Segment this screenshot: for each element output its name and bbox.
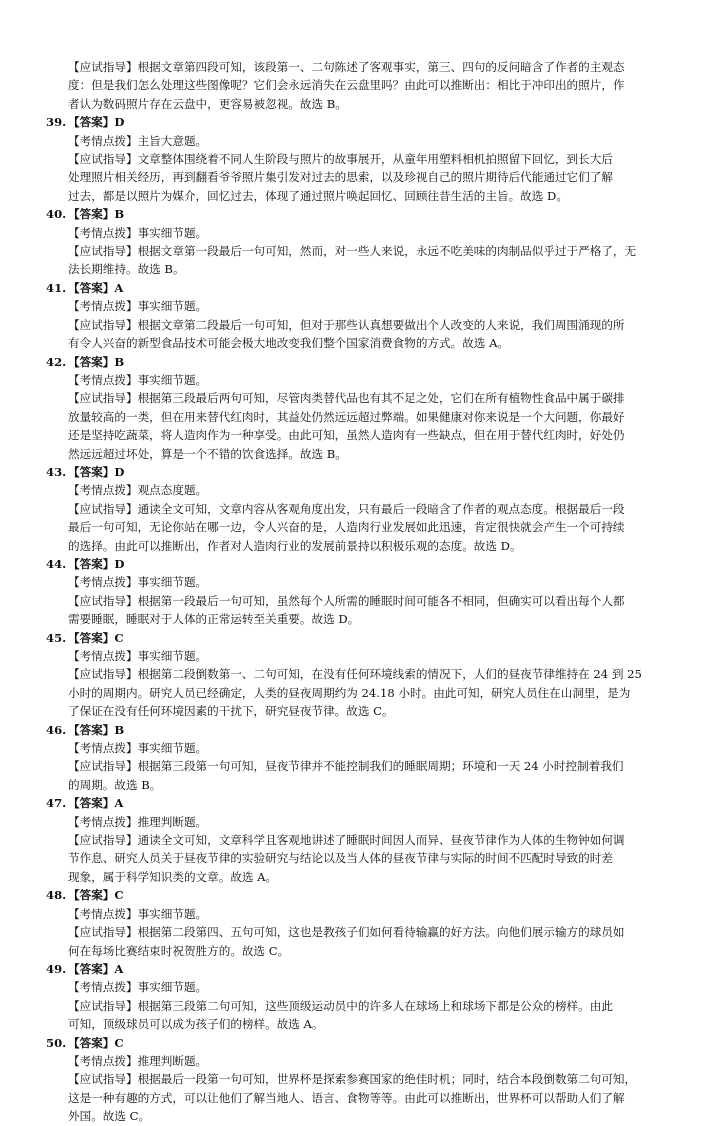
exam-point-line: 【考情点拨】事实细节题。 (68, 299, 208, 314)
answer-label: 【答案】C (68, 630, 124, 645)
guide-line: 【应试指导】根据第三段第二句可知，这些顶级运动员中的许多人在球场上和球场下都是公众的榜样。由此 (68, 998, 613, 1013)
guide-line: 最后一句可知，无论你站在哪一边，令人兴奋的是，人造肉行业发展如此迅速，肯定很快就会产生一个可持续 (68, 520, 625, 535)
guide-line: 需要睡眠，睡眠对于人体的正常运转至关重要。故选 D。 (68, 612, 360, 627)
question-number: 48. (46, 888, 67, 903)
question-number: 50. (46, 1035, 67, 1050)
intro-line: 者认为数码照片存在云盘中，更容易被忽视。故选 B。 (68, 96, 347, 111)
answer-item (46, 463, 680, 555)
answer-label: 【答案】C (68, 888, 124, 903)
answer-item (46, 721, 680, 795)
exam-point-line: 【考情点拨】推理判断题。 (68, 1053, 208, 1068)
answer-item (46, 279, 680, 353)
question-number: 41. (46, 280, 67, 295)
guide-line: 【应试指导】通读全文可知，文章内容从客观角度出发，只有最后一段暗含了作者的观点态度。根据最后一段 (68, 501, 625, 516)
guide-line: 处理照片相关经历，再到翻看爷爷照片集引发对过去的思索，以及珍视自己的照片期待后代能通过它们了解 (68, 170, 613, 185)
question-number: 43. (46, 464, 67, 479)
question-number: 45. (46, 630, 67, 645)
answer-item (46, 353, 680, 463)
exam-point-line: 【考情点拨】事实细节题。 (68, 575, 208, 590)
guide-line: 【应试指导】根据文章第一段最后一句可知，然而，对一些人来说，永远不吃美味的肉制品似乎过于严格了，无 (68, 244, 637, 259)
intro-explanation (68, 58, 680, 113)
guide-line: 的周期。故选 B。 (68, 777, 162, 792)
question-number: 47. (46, 796, 67, 811)
answer-label: 【答案】B (68, 722, 125, 737)
answer-list (46, 113, 680, 1125)
guide-line: 现象，属于科学知识类的文章。故选 A。 (68, 869, 278, 884)
answer-line (46, 960, 680, 978)
answer-label: 【答案】A (68, 280, 124, 295)
answer-item (46, 960, 680, 1034)
guide-line: 小时的周期内。研究人员已经确定，人类的昼夜周期约为 24.18 小时。由此可知，研究人员住在山洞里，是为 (68, 685, 631, 700)
answer-item (46, 794, 680, 886)
answer-label: 【答案】B (68, 207, 125, 222)
exam-point-line: 【考情点拨】事实细节题。 (68, 649, 208, 663)
exam-point-line: 【考情点拨】事实细节题。 (68, 906, 208, 921)
guide-line: 这是一种有趣的方式，可以让他们了解当地人、语言、食物等等。由此可以推断出，世界杯可以帮助人们了解 (68, 1090, 625, 1105)
answer-label: 【答案】D (68, 556, 125, 571)
question-number: 42. (46, 354, 67, 369)
answer-line (46, 555, 680, 573)
guide-line: 然远远超过坏处，算是一个不错的饮食选择。故选 B。 (68, 446, 347, 461)
intro-line: 【应试指导】根据文章第四段可知，该段第一、二句陈述了客观事实，第三、四句的反问暗含了作者的主观态 (68, 60, 625, 74)
answer-line (46, 1034, 680, 1052)
guide-line: 【应试指导】根据第三段最后两句可知，尽管肉类替代品也有其不足之处，它们在所有植物性食品中属于碳排 (68, 391, 625, 406)
answer-item (46, 113, 680, 205)
guide-line: 还是坚持吃蔬菜，将人造肉作为一种享受。由此可知，虽然人造肉有一些缺点，但在用于替代红肉时，好处仍 (68, 428, 625, 443)
intro-line: 度：但是我们怎么处理这些图像呢？它们会永远消失在云盘里吗？由此可以推断出：相比于冲印出的照片，作 (68, 78, 625, 93)
answer-line (46, 205, 680, 223)
answer-line (46, 113, 680, 131)
answer-label: 【答案】A (68, 961, 124, 976)
answer-item (46, 205, 680, 279)
answer-item (46, 886, 680, 960)
answer-line (46, 794, 680, 812)
guide-line: 【应试指导】根据第二段倒数第一、二句可知，在没有任何环境线索的情况下，人们的昼夜节律维持在 24 到 25 (68, 667, 642, 682)
guide-line: 【应试指导】通读全文可知，文章科学且客观地讲述了睡眠时间因人而异、昼夜节律作为人体的生物钟如何调 (68, 833, 625, 848)
guide-line: 了保证在没有任何环境因素的干扰下，研究昼夜节律。故选 C。 (68, 704, 394, 719)
guide-line: 【应试指导】根据第二段第四、五句可知，这也是教孩子们如何看待输赢的好方法。向他们展示输方的球员如 (68, 925, 625, 940)
exam-point-line: 【考情点拨】推理判断题。 (68, 814, 208, 829)
guide-line: 【应试指导】根据第三段第一句可知，昼夜节律并不能控制我们的睡眠周期；环境和一天 24 小时控制着我们 (68, 759, 624, 774)
guide-line: 法长期维持。故选 B。 (68, 262, 185, 277)
exam-point-line: 【考情点拨】事实细节题。 (68, 372, 208, 387)
question-number: 44. (46, 556, 67, 571)
question-number: 46. (46, 722, 67, 737)
guide-line: 节作息、研究人员关于昼夜节律的实验研究与结论以及当人体的昼夜节律与实际的时间不匹配时导致的时差 (68, 851, 613, 866)
guide-line: 【应试指导】根据第一段最后一句可知，虽然每个人所需的睡眠时间可能各不相同，但确实可以看出每个人都 (68, 593, 625, 608)
answer-label: 【答案】C (68, 1035, 124, 1050)
guide-line: 【应试指导】根据最后一段第一句可知，世界杯是探索参赛国家的绝佳时机；同时，结合本段倒数第二句可知， (68, 1072, 637, 1087)
guide-line: 放量较高的一类，但在用来替代红肉时，其益处仍然远远超过弊端。如果健康对你来说是一个大问题，你最好 (68, 409, 625, 424)
guide-line: 可知，顶级球员可以成为孩子们的榜样。故选 A。 (68, 1017, 324, 1032)
guide-line: 有令人兴奋的新型食品技术可能会极大地改变我们整个国家消费食物的方式。故选 A。 (68, 336, 510, 351)
exam-point-line: 【考情点拨】事实细节题。 (68, 741, 208, 756)
answer-line (46, 721, 680, 739)
answer-label: 【答案】A (68, 796, 124, 811)
guide-line: 过去，都是以照片为媒介，回忆过去，体现了通过照片唤起回忆、回顾往昔生活的主旨。故选 D。 (68, 188, 568, 203)
question-number: 49. (46, 961, 67, 976)
exam-point-line: 【考情点拨】事实细节题。 (68, 980, 208, 995)
answer-label: 【答案】D (68, 464, 125, 479)
exam-point-line: 【考情点拨】主旨大意题。 (68, 133, 208, 148)
guide-line: 何在每场比赛结束时祝贺胜方的。故选 C。 (68, 943, 290, 958)
answer-item (46, 555, 680, 629)
answer-item (46, 629, 680, 721)
guide-line: 的选择。由此可以推断出，作者对人造肉行业的发展前景持以积极乐观的态度。故选 D。 (68, 538, 522, 553)
answer-item (46, 1034, 680, 1126)
exam-point-line: 【考情点拨】事实细节题。 (68, 225, 208, 240)
answer-line (46, 886, 680, 904)
answer-line (46, 629, 680, 647)
guide-line: 外国。故选 C。 (68, 1109, 151, 1124)
answer-line (46, 353, 680, 371)
question-number: 40. (46, 207, 67, 222)
answer-label: 【答案】D (68, 115, 125, 130)
guide-line: 【应试指导】文章整体围绕着不同人生阶段与照片的故事展开，从童年用塑料相机拍照留下回忆，到长大后 (68, 152, 613, 167)
exam-point-line: 【考情点拨】观点态度题。 (68, 483, 208, 498)
guide-line: 【应试指导】根据文章第二段最后一句可知，但对于那些认真想要做出个人改变的人来说，我们周围涌现的所 (68, 317, 625, 332)
answer-label: 【答案】B (68, 354, 125, 369)
question-number: 39. (46, 115, 67, 130)
answer-line (46, 279, 680, 297)
answer-line (46, 463, 680, 481)
